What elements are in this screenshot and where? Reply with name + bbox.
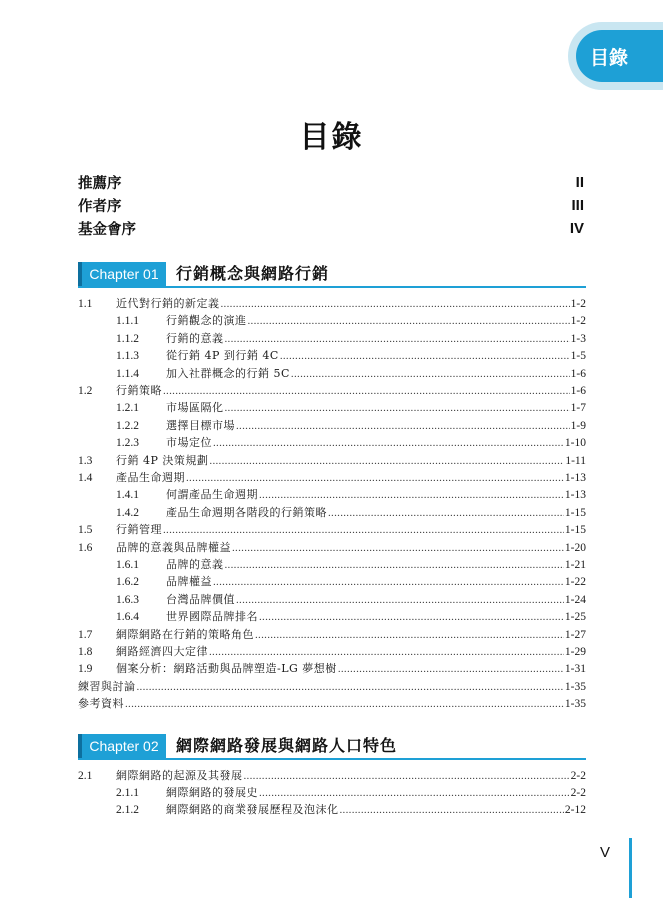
toc-label: 何謂產品生命週期 [166,488,258,501]
toc-page: 1-20 [564,542,586,554]
toc-entry[interactable] [116,347,586,364]
toc-label: 網際網路的起源及其發展 [116,769,243,782]
chapter-title: 網際網路發展與網路人口特色 [176,736,398,755]
toc-label: 參考資料 [78,697,124,710]
toc-number: 1.1.2 [116,333,139,345]
toc-page: 1-2 [570,315,586,327]
toc-entry[interactable] [116,556,586,573]
toc-entry[interactable] [116,399,586,416]
toc-label: 市場區隔化 [166,401,224,414]
chapter-badge: Chapter 01 [82,262,166,286]
toc-page: 1-2 [570,298,586,310]
toc-page: 1-3 [570,333,586,345]
toc-entry[interactable] [116,365,586,382]
toc-entry[interactable] [78,767,586,784]
toc-label: 台灣品牌價值 [166,593,235,606]
toc-page: 2-12 [564,804,586,816]
toc-number: 1.6.4 [116,611,139,623]
toc-entry[interactable] [78,626,586,643]
corner-tab [576,30,663,82]
preface-row[interactable] [78,194,584,216]
chapter-heading[interactable] [78,734,586,760]
toc-page: 1-27 [564,629,586,641]
toc-leader [186,470,564,487]
toc-leader [259,785,570,802]
toc-leader [280,348,570,365]
toc-entry[interactable] [116,417,586,434]
toc-label: 網際網路在行銷的策略角色 [116,628,254,641]
toc-page: 1-11 [565,455,586,467]
toc-label: 網際網路的發展史 [166,786,258,799]
toc-number: 1.2.2 [116,420,139,432]
toc-number: 1.6.1 [116,559,139,571]
toc-number: 1.4 [78,472,93,484]
toc-label: 近代對行銷的新定義 [116,297,220,310]
toc-label: 網際網路的商業發展歷程及泡沫化 [166,803,339,816]
preface-row[interactable] [78,171,584,193]
toc-entry[interactable] [116,486,586,503]
toc-number: 1.2.1 [116,402,139,414]
toc-number: 1.4.2 [116,507,139,519]
toc-entry[interactable] [78,521,586,538]
toc-entry[interactable] [116,591,586,608]
toc-leader [213,574,564,591]
toc-page: 2-2 [570,787,586,799]
toc-label: 產品生命週期 [116,471,185,484]
preface-label: 推薦序 [78,175,122,192]
chapter-heading[interactable] [78,262,586,288]
toc-label: 行銷觀念的演進 [166,314,247,327]
toc-label: 從行銷 4P 到行銷 4C [166,349,279,362]
toc-number: 2.1.2 [116,804,139,816]
toc-entry[interactable] [116,434,586,451]
toc-page: 1-9 [570,420,586,432]
toc-label: 產品生命週期各階段的行銷策略 [166,506,327,519]
toc-leader [259,609,564,626]
toc-number: 1.1.1 [116,315,139,327]
preface-label: 作者序 [78,198,122,215]
toc-entry[interactable] [78,452,586,469]
toc-page: 1-35 [564,698,586,710]
toc-entry[interactable] [78,695,586,712]
toc-page: 1-22 [564,576,586,588]
toc-label: 練習與討論 [78,680,136,693]
toc-leader [221,296,570,313]
toc-number: 1.4.1 [116,489,139,501]
toc-leader [232,540,564,557]
toc-entry[interactable] [78,469,586,486]
toc-entry[interactable] [78,678,586,695]
toc-page: 1-13 [564,489,586,501]
toc-label: 品牌的意義與品牌權益 [116,541,231,554]
toc-entry[interactable] [116,801,586,818]
toc-entry[interactable] [116,784,586,801]
page-title: 目錄 [299,120,364,155]
toc-label: 個案分析：網路活動與品牌塑造-LG 夢想樹 [116,662,337,675]
toc-label: 市場定位 [166,436,212,449]
toc-leader [225,331,570,348]
toc-leader [259,487,564,504]
toc-leader [248,313,570,330]
toc-page: 1-31 [564,663,586,675]
toc-number: 1.1.4 [116,368,139,380]
toc-leader [255,627,564,644]
toc-number: 1.3 [78,455,93,467]
toc-page: 1-15 [564,507,586,519]
toc-leader [338,661,564,678]
chapter-badge: Chapter 02 [82,734,166,758]
toc-leader [209,453,564,470]
toc-label: 世界國際品牌排名 [166,610,258,623]
toc-page: 1-13 [564,472,586,484]
toc-entry[interactable] [78,660,586,677]
toc-label: 品牌的意義 [166,558,224,571]
toc-page: 1-6 [570,368,586,380]
toc-leader [328,505,564,522]
toc-label: 網路經濟四大定律 [116,645,208,658]
toc-entry[interactable] [78,539,586,556]
toc-page: 1-29 [564,646,586,658]
toc-leader [209,644,564,661]
toc-entry[interactable] [78,295,586,312]
toc-number: 1.8 [78,646,93,658]
toc-number: 1.6.2 [116,576,139,588]
toc-leader [213,435,564,452]
corner-tab-label: 目錄 [590,46,629,69]
toc-entry[interactable] [78,643,586,660]
toc-number: 1.7 [78,629,93,641]
toc-leader [340,802,564,819]
toc-label: 行銷策略 [116,384,162,397]
page-number: V [600,844,611,861]
toc-number: 2.1.1 [116,787,139,799]
toc-entry[interactable] [116,608,586,625]
chapter-title: 行銷概念與網路行銷 [176,264,330,283]
page-edge-rule [629,838,632,898]
toc-number: 1.6 [78,542,93,554]
toc-entry[interactable] [78,382,586,399]
toc-leader [125,696,564,713]
toc-page: 1-5 [570,350,586,362]
toc-page: 1-21 [564,559,586,571]
preface-row[interactable] [78,217,584,239]
toc-page: 1-10 [564,437,586,449]
preface-label: 基金會序 [78,221,136,238]
toc-entry[interactable] [116,504,586,521]
toc-number: 1.5 [78,524,93,536]
toc-label: 行銷的意義 [166,332,224,345]
toc-leader [163,383,570,400]
toc-leader [137,679,564,696]
toc-leader [225,557,564,574]
toc-entry[interactable] [116,330,586,347]
toc-label: 行銷管理 [116,523,162,536]
toc-page: 1-15 [564,524,586,536]
toc-number: 2.1 [78,770,93,782]
toc-number: 1.1 [78,298,93,310]
toc-page: 1-35 [564,681,586,693]
toc-page: 1-24 [564,594,586,606]
toc-leader [236,418,570,435]
toc-label: 行銷 4P 決策規劃 [116,454,209,467]
toc-entry[interactable] [116,573,586,590]
toc-page: 1-25 [564,611,586,623]
toc-label: 品牌權益 [166,575,212,588]
toc-number: 1.9 [78,663,93,675]
toc-page: 1-6 [570,385,586,397]
toc-page: 1-7 [570,402,586,414]
preface-page: II [575,173,584,191]
toc-leader [236,592,564,609]
toc-label: 選擇目標市場 [166,419,235,432]
toc-label: 加入社群概念的行銷 5C [166,367,290,380]
toc-page: 2-2 [570,770,586,782]
toc-entry[interactable] [116,312,586,329]
toc-leader [163,522,564,539]
preface-page: III [571,196,584,214]
toc-number: 1.2.3 [116,437,139,449]
toc-leader [225,400,570,417]
toc-leader [291,366,570,383]
toc-number: 1.1.3 [116,350,139,362]
preface-page: IV [569,219,584,237]
toc-number: 1.6.3 [116,594,139,606]
toc-number: 1.2 [78,385,93,397]
toc-leader [244,768,570,785]
